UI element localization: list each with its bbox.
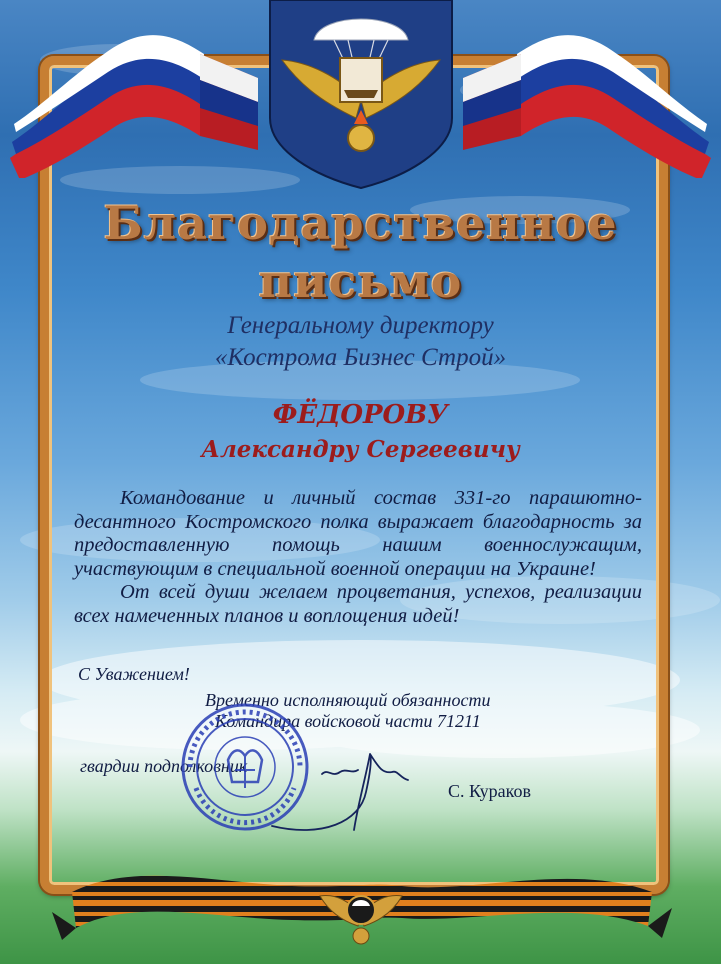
letter-body bbox=[74, 487, 642, 629]
body-paragraph-wishes: От всей души желаем процветания, успехов, реализации всех намеченных планов и воплощения идей! bbox=[74, 581, 642, 627]
regards-line: С Уважением! bbox=[78, 664, 190, 684]
letter-title-line2: письмо bbox=[258, 254, 463, 308]
paratrooper-emblem-icon bbox=[268, 0, 454, 190]
addressee-company: «Кострома Бизнес Строй» bbox=[214, 344, 507, 371]
handwritten-signature bbox=[262, 748, 422, 840]
recipient-surname: ФЁДОРОВУ bbox=[272, 400, 449, 430]
recipient-given-names: Александру Сергеевичу bbox=[201, 436, 520, 463]
addressee-position: Генеральному директору bbox=[227, 312, 494, 339]
signatory-name: С. Кураков bbox=[448, 781, 531, 801]
signatory-rank: гвардии подполковник bbox=[80, 756, 248, 776]
body-paragraph-gratitude: Командование и личный состав 331-го парашютно-десантного Костромского полка выражает благодарность за предоставленную помощь нашим военнослужащим, участвующим в специальной военной операции на Украине! bbox=[74, 487, 642, 580]
russian-flag-ribbon-left bbox=[0, 18, 280, 178]
signatory-position-line2: Командира войсковой части 71211 bbox=[215, 711, 481, 731]
letter-title-line1: Благодарственное bbox=[103, 196, 618, 250]
signatory-position-line1: Временно исполняющий обязанности bbox=[205, 690, 491, 710]
russian-flag-ribbon-right bbox=[441, 18, 721, 178]
airborne-emblem-icon bbox=[318, 874, 404, 954]
